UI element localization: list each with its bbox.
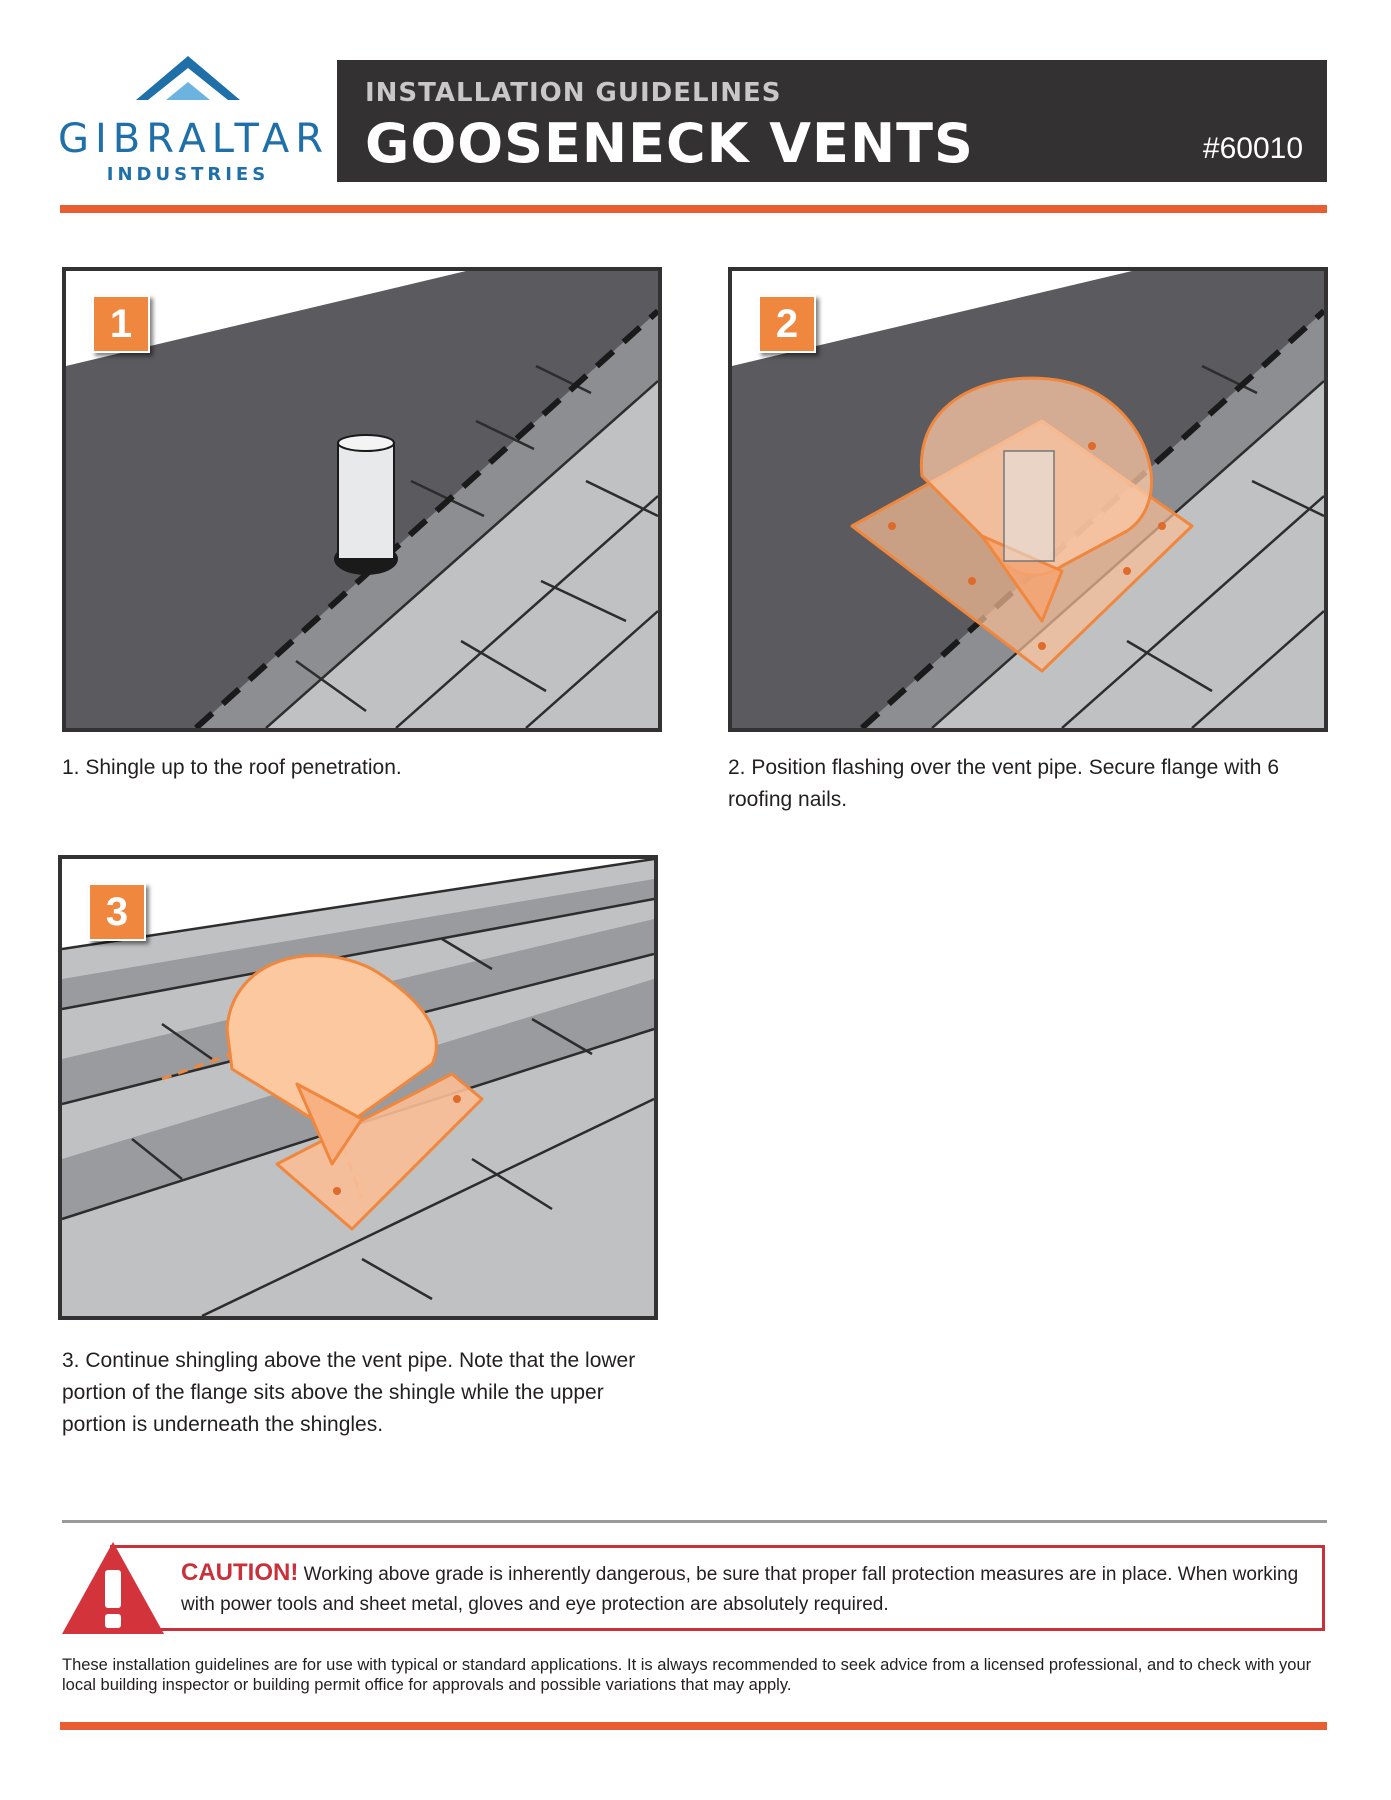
caution-label: CAUTION! — [181, 1559, 299, 1586]
step-3-illustration — [58, 855, 658, 1320]
company-logo — [58, 56, 330, 186]
document-type: INSTALLATION GUIDELINES — [365, 78, 782, 108]
title-bar — [337, 60, 1327, 182]
brand-name: GIBRALTAR — [58, 116, 330, 162]
disclaimer: These installation guidelines are for use with typical or standard applications. It is always recommended to seek advice from a licensed professional, and to check with your local building inspector or building permit office for approvals and possible variations that may apply. — [62, 1656, 1312, 1694]
step-3-caption: 3. Continue shingling above the vent pipe. Note that the lower portion of the flange sits above the shingle while the upper portion is underneath the shingles. — [62, 1349, 636, 1436]
caution-message — [181, 1558, 1311, 1620]
bottom-divider — [60, 1722, 1327, 1730]
top-divider — [60, 205, 1327, 213]
step-2-badge: 2 — [758, 295, 816, 353]
step-2-caption: 2. Position flashing over the vent pipe. Secure flange with 6 roofing nails. — [728, 756, 1280, 811]
step-1-badge: 1 — [92, 295, 150, 353]
page-title: GOOSENECK VENTS — [365, 112, 974, 175]
caution-text: Working above grade is inherently dangerous, be sure that proper fall protection measures are in place. When working with power tools and sheet metal, gloves and eye protection are absolutely required. — [181, 1564, 1299, 1615]
caution-box — [110, 1545, 1325, 1631]
brand-subtitle: INDUSTRIES — [106, 164, 270, 185]
step-1-caption: 1. Shingle up to the roof penetration. — [62, 756, 402, 779]
step-2-illustration — [728, 267, 1328, 732]
warning-icon — [60, 1540, 166, 1636]
part-number: #60010 — [1202, 132, 1303, 165]
step-1-illustration — [62, 267, 662, 732]
step-3-badge: 3 — [88, 883, 146, 941]
roof-logo-icon — [136, 56, 240, 102]
section-divider — [62, 1520, 1327, 1523]
